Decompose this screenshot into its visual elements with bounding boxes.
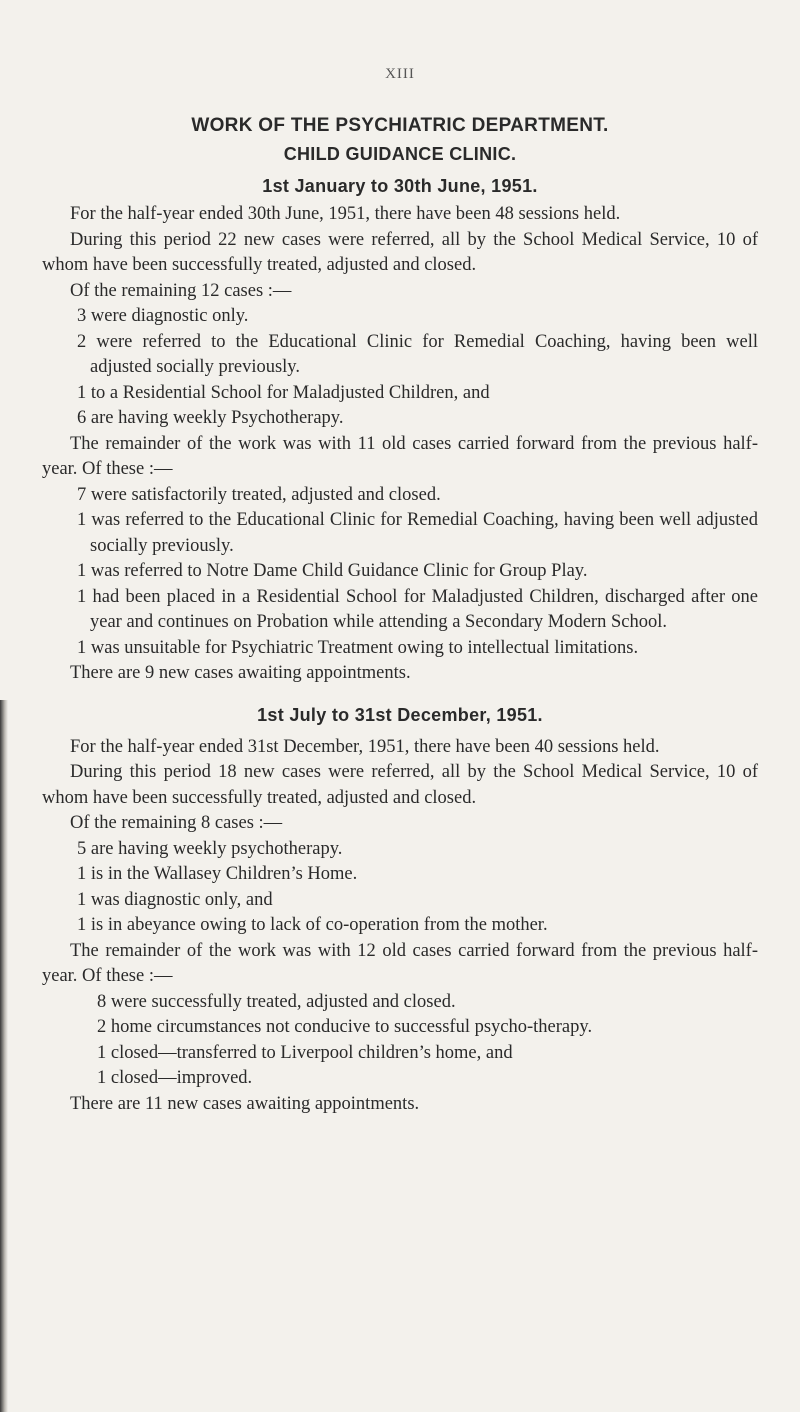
list-item: 1 was diagnostic only, and xyxy=(77,889,273,910)
list-item: 1 is in abeyance owing to lack of co-operation from the mother. xyxy=(77,915,548,935)
first-half-section xyxy=(42,170,758,687)
list-item: 8 were successfully treated, adjusted and closed. xyxy=(97,991,456,1012)
first-half-new-cases: During this period 22 new cases were referred, all by the School Medical Service, 10 of whom have been successfully treated, adjusted and closed. xyxy=(42,229,758,275)
list-item: 1 was unsuitable for Psychiatric Treatment owing to intellectual limitations. xyxy=(77,637,639,658)
second-half-waiting: There are 11 new cases awaiting appointments. xyxy=(70,1093,420,1114)
list-item: 1 is in the Wallasey Children’s Home. xyxy=(77,864,358,884)
list-item: 1 to a Residential School for Maladjusted Children, and xyxy=(77,382,490,403)
list-item: 7 were satisfactorily treated, adjusted and closed. xyxy=(77,484,441,505)
second-half-old-cases-intro: The remainder of the work was with 12 old cases carried forward from the previous half-year. Of these :— xyxy=(42,940,758,986)
second-half-heading: 1st July to 31st December, 1951. xyxy=(257,704,543,725)
first-half-sessions: For the half-year ended 30th June, 1951, there have been 48 sessions held. xyxy=(70,204,621,224)
first-half-remaining-intro: Of the remaining 12 cases :— xyxy=(70,280,292,301)
second-half-sessions: For the half-year ended 31st December, 1951, there have been 40 sessions held. xyxy=(70,736,660,757)
list-item: 6 are having weekly Psychotherapy. xyxy=(77,408,344,428)
page-edge-shadow xyxy=(0,700,8,1412)
first-half-waiting: There are 9 new cases awaiting appointments. xyxy=(70,663,411,683)
page-number: XIII xyxy=(385,66,415,82)
document-subtitle: CHILD GUIDANCE CLINIC. xyxy=(283,144,517,164)
document-body xyxy=(42,112,758,1117)
list-item: 2 were referred to the Educational Clinic for Remedial Coaching, having been well adjusted socially previously. xyxy=(77,331,758,377)
second-half-new-cases: During this period 18 new cases were referred, all by the School Medical Service, 10 of whom have been successfully treated, adjusted and closed. xyxy=(42,762,758,808)
list-item: 5 are having weekly psychotherapy. xyxy=(77,838,343,859)
document-title: WORK OF THE PSYCHIATRIC DEPARTMENT. xyxy=(191,115,609,136)
list-item: 2 home circumstances not conducive to successful psycho-therapy. xyxy=(97,1017,593,1037)
list-item: 1 was referred to Notre Dame Child Guidance Clinic for Group Play. xyxy=(77,561,588,581)
first-half-heading: 1st January to 30th June, 1951. xyxy=(262,176,538,196)
first-half-old-cases-intro: The remainder of the work was with 11 old cases carried forward from the previous half-year. Of these :— xyxy=(42,433,758,479)
list-item: 1 closed—improved. xyxy=(97,1068,253,1088)
list-item: 1 closed—transferred to Liverpool children’s home, and xyxy=(97,1042,513,1063)
list-item: 1 was referred to the Educational Clinic for Remedial Coaching, having been well adjusted socially previously. xyxy=(77,510,758,556)
second-half-section xyxy=(42,699,758,1118)
second-half-remaining-intro: Of the remaining 8 cases :— xyxy=(70,813,283,833)
list-item: 1 had been placed in a Residential School for Maladjusted Children, discharged after one year and continues on Probation while attending a Secondary Modern School. xyxy=(77,586,758,632)
list-item: 3 were diagnostic only. xyxy=(77,306,249,326)
